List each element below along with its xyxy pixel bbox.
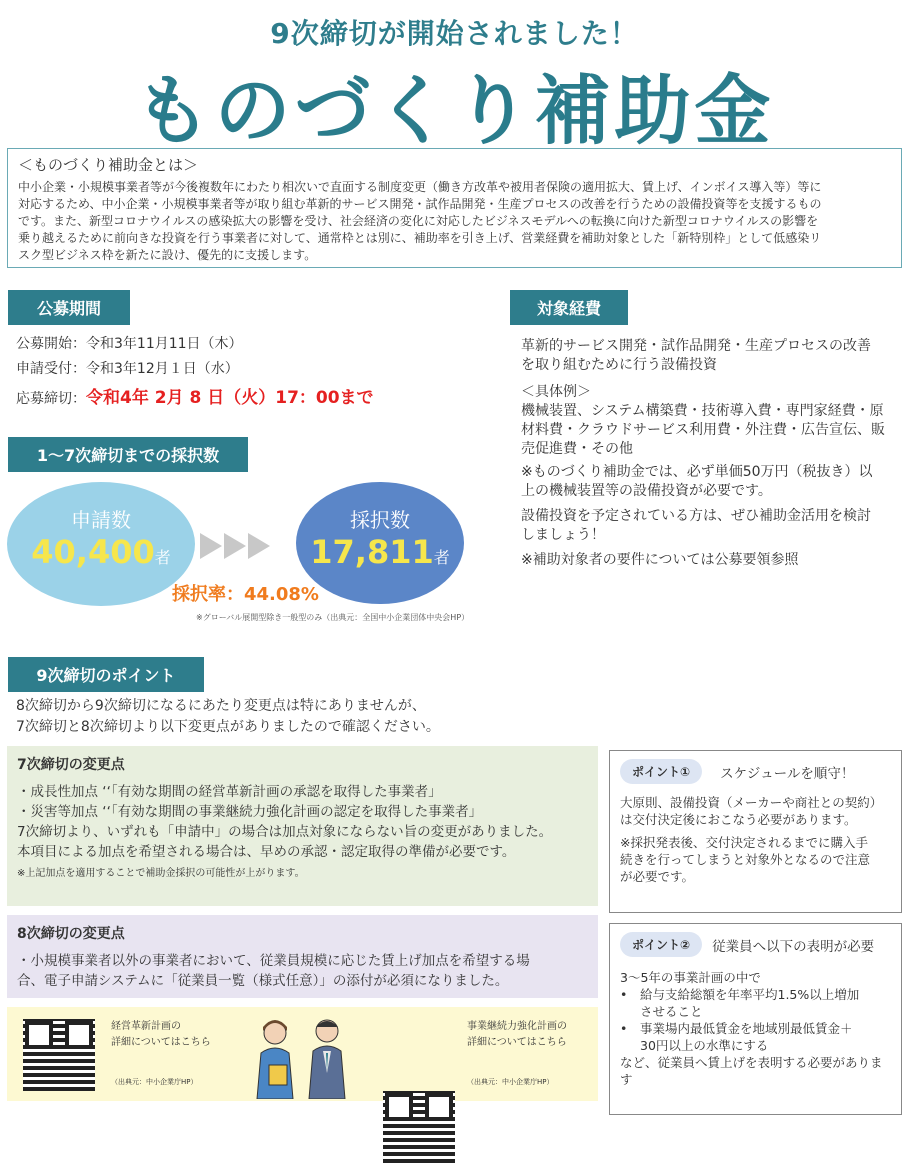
qr-left-source: （出典元：中小企業庁HP） [111, 1078, 198, 1086]
adopted-unit: 者 [433, 548, 450, 567]
bullet-icon: • [620, 1021, 628, 1036]
expenses-line: 設備投資を予定されている方は、ぜひ補助金活用を検討 [521, 508, 871, 524]
qr-code-icon[interactable] [23, 1019, 95, 1091]
expenses-line: ※補助対象者の要件については公募要領参照 [521, 552, 799, 568]
point1-box [609, 750, 902, 913]
qr-right-caption-line: 事業継続力強化計画の [467, 1021, 567, 1032]
point2-closing: など、従業員へ賃上げを表明する必要がありま [620, 1055, 883, 1070]
recruitment-accept: 申請受付：令和3年12月１日（水） [16, 361, 239, 377]
change8-line: ・小規模事業者以外の事業者において、従業員規模に応じた賃上げ加点を希望する場 [17, 953, 530, 969]
point1-title: スケジュールを順守！ [720, 765, 855, 782]
expenses-line: しましょう！ [521, 527, 605, 543]
deadline-label: 応募締切： [16, 391, 86, 407]
page-title: ものづくり補助金 [134, 66, 775, 155]
point2-bullet-line: 給与支給総額を年率平均1.5%以上増加 [640, 987, 860, 1002]
expenses-line: 革新的サービス開発・試作品開発・生産プロセスの改善 [521, 338, 871, 354]
recruitment-heading: 公募期間 [8, 290, 130, 325]
expenses-line: ※ものづくり補助金では、必ず単価50万円（税抜き）以 [521, 464, 873, 480]
business-people-icon [243, 1013, 363, 1099]
change7-line: 7次締切より、いずれも「申請中」の場合は加点対象にならない旨の変更がありました。 [17, 824, 553, 840]
qr-code-icon[interactable] [383, 1091, 455, 1163]
expenses-line: 売促進費・その他 [521, 441, 633, 457]
expenses-line: 材料費・クラウドサービス利用費・外注費・広告宣伝、販 [521, 422, 885, 438]
point2-box [609, 923, 902, 1115]
adopted-label: 採択数 [350, 508, 410, 532]
point2-bullet [620, 1020, 891, 1054]
qr-left-caption-line: 経営革新計画の [111, 1021, 181, 1032]
adopted-value: 17,811 [310, 533, 434, 571]
point1-line: が必要です。 [620, 869, 695, 884]
applied-ellipse [7, 482, 195, 606]
adoption-note: ※グローバル展開型除き一般型のみ（出典元：全国中小企業団体中央会HP） [196, 613, 470, 622]
point1-pill: ポイント① [620, 759, 702, 784]
deadline-value: 令和4年 2月 8 日（火）17：00まで [86, 388, 374, 408]
change7-note: ※上記加点を適用することで補助金採択の可能性が上がります。 [17, 868, 305, 879]
point1-line: 大原則、設備投資（メーカーや商社との契約） [620, 795, 883, 810]
change7-line: 本項目による加点を希望される場合は、早めの承認・認定取得の準備が必要です。 [17, 844, 516, 860]
intro-body [18, 179, 891, 264]
subtitle: 9次締切が開始されました！ [270, 17, 639, 50]
qr-right-source: （出典元：中小企業庁HP） [467, 1078, 554, 1086]
point1-line: は交付決定後におこなう必要があります。 [620, 812, 857, 827]
point2-title: 従業員へ以下の表明が必要 [712, 938, 875, 955]
applied-label: 申請数 [71, 508, 131, 532]
intro-line: スク型ビジネス枠を新たに設け、優先的に支援します。 [18, 248, 317, 262]
adoption-rate: 採択率：44.08% [172, 584, 319, 605]
adoption-heading: 1～7次締切までの採択数 [8, 437, 248, 472]
expenses-body [521, 337, 901, 570]
qr-strip [7, 1007, 598, 1101]
expenses-example-head: ＜具体例＞ [521, 384, 591, 400]
point2-pill: ポイント② [620, 932, 702, 957]
change8-line: 合、電子申請システムに「従業員一覧（様式任意）」の添付が必須になりました。 [17, 973, 509, 989]
recruitment-deadline [16, 383, 374, 408]
points-line: 8次締切から9次締切になるにあたり変更点は特にありませんが、 [16, 698, 426, 714]
arrow-icons [200, 533, 272, 563]
applied-value: 40,400 [31, 533, 155, 571]
adopted-ellipse [296, 482, 464, 604]
intro-line: 対応するため、中小企業・小規模事業者等が取り組む革新的サービス開発・試作品開発・生産プロセスの改善を行うための設備投資等を支援するもの [18, 197, 822, 211]
point2-bullet-line: 30円以上の水準にする [640, 1038, 769, 1053]
point2-bullet-line: させること [640, 1004, 703, 1019]
intro-heading: ＜ものづくり補助金とは＞ [18, 156, 199, 174]
arrow-right-icon [248, 533, 270, 559]
expenses-line: を取り組むために行う設備投資 [521, 357, 717, 373]
point2-bullet [620, 986, 891, 1020]
point2-closing: す [620, 1072, 633, 1087]
change7-title: 7次締切の変更点 [17, 757, 125, 773]
points-line: 7次締切と8次締切より以下変更点がありましたので確認ください。 [16, 719, 440, 735]
arrow-right-icon [224, 533, 246, 559]
points-heading: 9次締切のポイント [8, 657, 204, 692]
intro-line: 中小企業・小規模事業者等が今後複数年にわたり相次いで直面する制度変更（働き方改革や被用者保険の適用拡大、賃上げ、インボイス導入等）等に [18, 180, 822, 194]
intro-box [7, 148, 902, 268]
intro-line: 乗り越えるために前向きな投資を行う事業者に対して、通常枠とは別に、補助率を引き上げ、営業経費を補助対象とした「新特別枠」として低感染リ [18, 231, 822, 245]
qr-left-caption-line: 詳細についてはこちら [111, 1037, 211, 1048]
expenses-line: 機械装置、システム構築費・技術導入費・専門家経費・原 [521, 403, 884, 419]
bullet-icon: • [620, 987, 628, 1002]
applied-unit: 者 [154, 548, 171, 567]
recruitment-start: 公募開始：令和3年11月11日（木） [16, 336, 243, 352]
change7-box [7, 746, 598, 906]
intro-line: です。また、新型コロナウイルスの感染拡大の影響を受け、社会経済の変化に対応したビジネスモデルへの転換に向けた新型コロナウイルスの影響を [18, 214, 819, 228]
change7-line: ・成長性加点 ‘‘「有効な期間の経営革新計画の承認を取得した事業者」 [17, 784, 442, 800]
qr-left-caption [111, 1019, 211, 1051]
point2-intro: 3～5年の事業計画の中で [620, 970, 761, 985]
point2-bullet-line: 事業場内最低賃金を地域別最低賃金＋ [640, 1021, 853, 1036]
qr-right-caption [467, 1019, 567, 1051]
change7-line: ・災害等加点 ‘‘「有効な期間の事業継続力強化計画の認定を取得した事業者」 [17, 804, 483, 820]
change8-title: 8次締切の変更点 [17, 926, 125, 942]
arrow-right-icon [200, 533, 222, 559]
points-body [16, 696, 440, 738]
expenses-heading: 対象経費 [510, 290, 628, 325]
point1-line: 続きを行ってしまうと対象外となるので注意 [620, 852, 871, 867]
change8-box [7, 915, 598, 998]
point1-line: ※採択発表後、交付決定されるまでに購入手 [620, 835, 868, 850]
expenses-line: 上の機械装置等の設備投資が必要です。 [521, 483, 772, 499]
qr-right-caption-line: 詳細についてはこちら [467, 1037, 567, 1048]
